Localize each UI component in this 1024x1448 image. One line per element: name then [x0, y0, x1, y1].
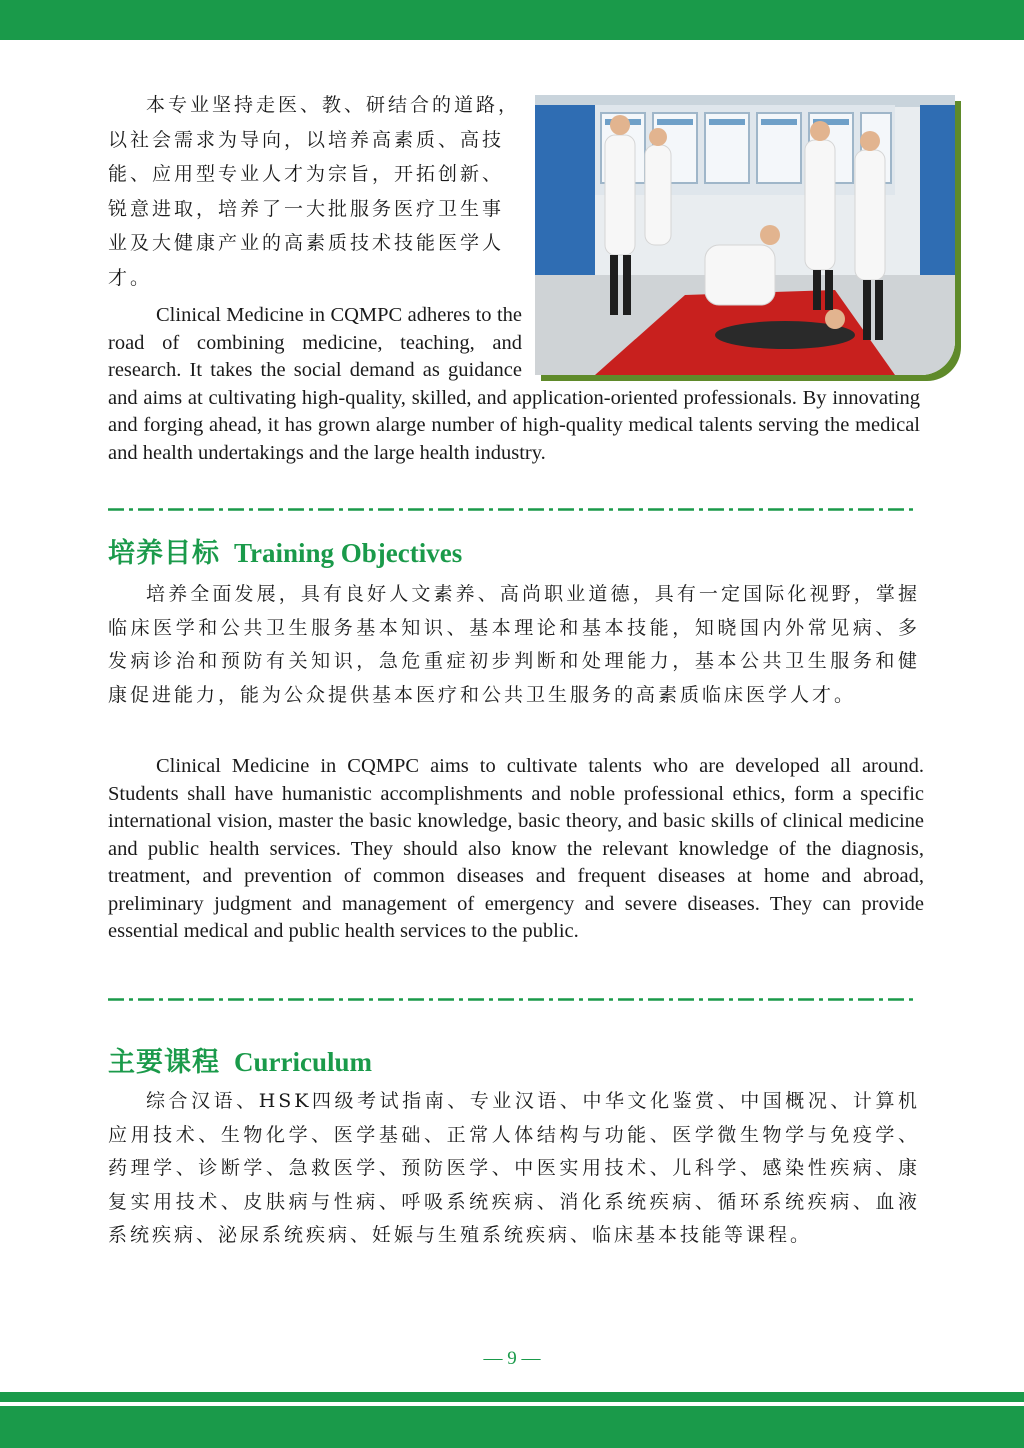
training-heading-en: Training Objectives — [234, 538, 463, 568]
intro-paragraph-cn: 本专业坚持走医、教、研结合的道路，以社会需求为导向，以培养高素质、高技能、应用型专业人才为宗旨，开拓创新、锐意进取，培养了一大批服务医疗卫生事业及大健康产业的高素质技术技能医学人才。 — [108, 94, 521, 289]
training-paragraph-en: Clinical Medicine in CQMPC aims to cultivate talents who are developed all around. Students shall have humanistic accomplishments and noble professional ethics, form a specific international vision, master the basic knowledge, basic theory, and basic skills of clinical medicine and public health services. They should also know the relevant knowledge of the diagnosis, treatment, and prevention of common diseases and frequent diseases at home and abroad, preliminary judgment and management of emergency and severe diseases. They can provide essential medical and public health services to the public. — [108, 755, 924, 942]
curriculum-heading — [108, 1040, 372, 1079]
top-banner-bar — [0, 0, 1024, 40]
training-heading-cn: 培养目标 — [108, 538, 220, 569]
training-objectives-heading — [108, 531, 462, 570]
bottom-stripe-wide — [0, 1406, 1024, 1448]
bottom-banner — [0, 1392, 1024, 1448]
page-number: — 9 — — [483, 1348, 541, 1369]
curriculum-paragraph-cn: 综合汉语、HSK四级考试指南、专业汉语、中华文化鉴赏、中国概况、计算机应用技术、生物化学、医学基础、正常人体结构与功能、医学微生物学与免疫学、药理学、诊断学、急救医学、预防医学、中医实用技术、儿科学、感染性疾病、康复实用技术、皮肤病与性病、呼吸系统疾病、消化系统疾病、循环系统疾病、血液系统疾病、泌尿系统疾病、妊娠与生殖系统疾病、临床基本技能等课程。 — [108, 1090, 920, 1246]
section-divider — [108, 508, 916, 511]
curriculum-heading-cn: 主要课程 — [108, 1047, 220, 1078]
curriculum-heading-en: Curriculum — [234, 1047, 372, 1077]
training-paragraph-cn: 培养全面发展，具有良好人文素养、高尚职业道德，具有一定国际化视野，掌握临床医学和公共卫生服务基本知识、基本理论和基本技能，知晓国内外常见病、多发病诊治和预防有关知识，急危重症初步判断和处理能力，基本公共卫生服务和健康促进能力，能为公众提供基本医疗和公共卫生服务的高素质临床医学人才。 — [108, 583, 920, 706]
section-divider — [108, 998, 916, 1001]
intro-en-text: Clinical Medicine in CQMPC adheres to the road of combining medicine, teaching, and research. It takes the social demand as guidance and aims at cultivating high-quality, skilled, and application-oriented professionals. By innovating and forging ahead, it has grown alarge number of high-quality medical talents serving the medical and health undertakings and the large health industry. — [108, 304, 920, 464]
intro-paragraph-en — [108, 302, 920, 467]
bottom-stripe-thin — [0, 1392, 1024, 1402]
